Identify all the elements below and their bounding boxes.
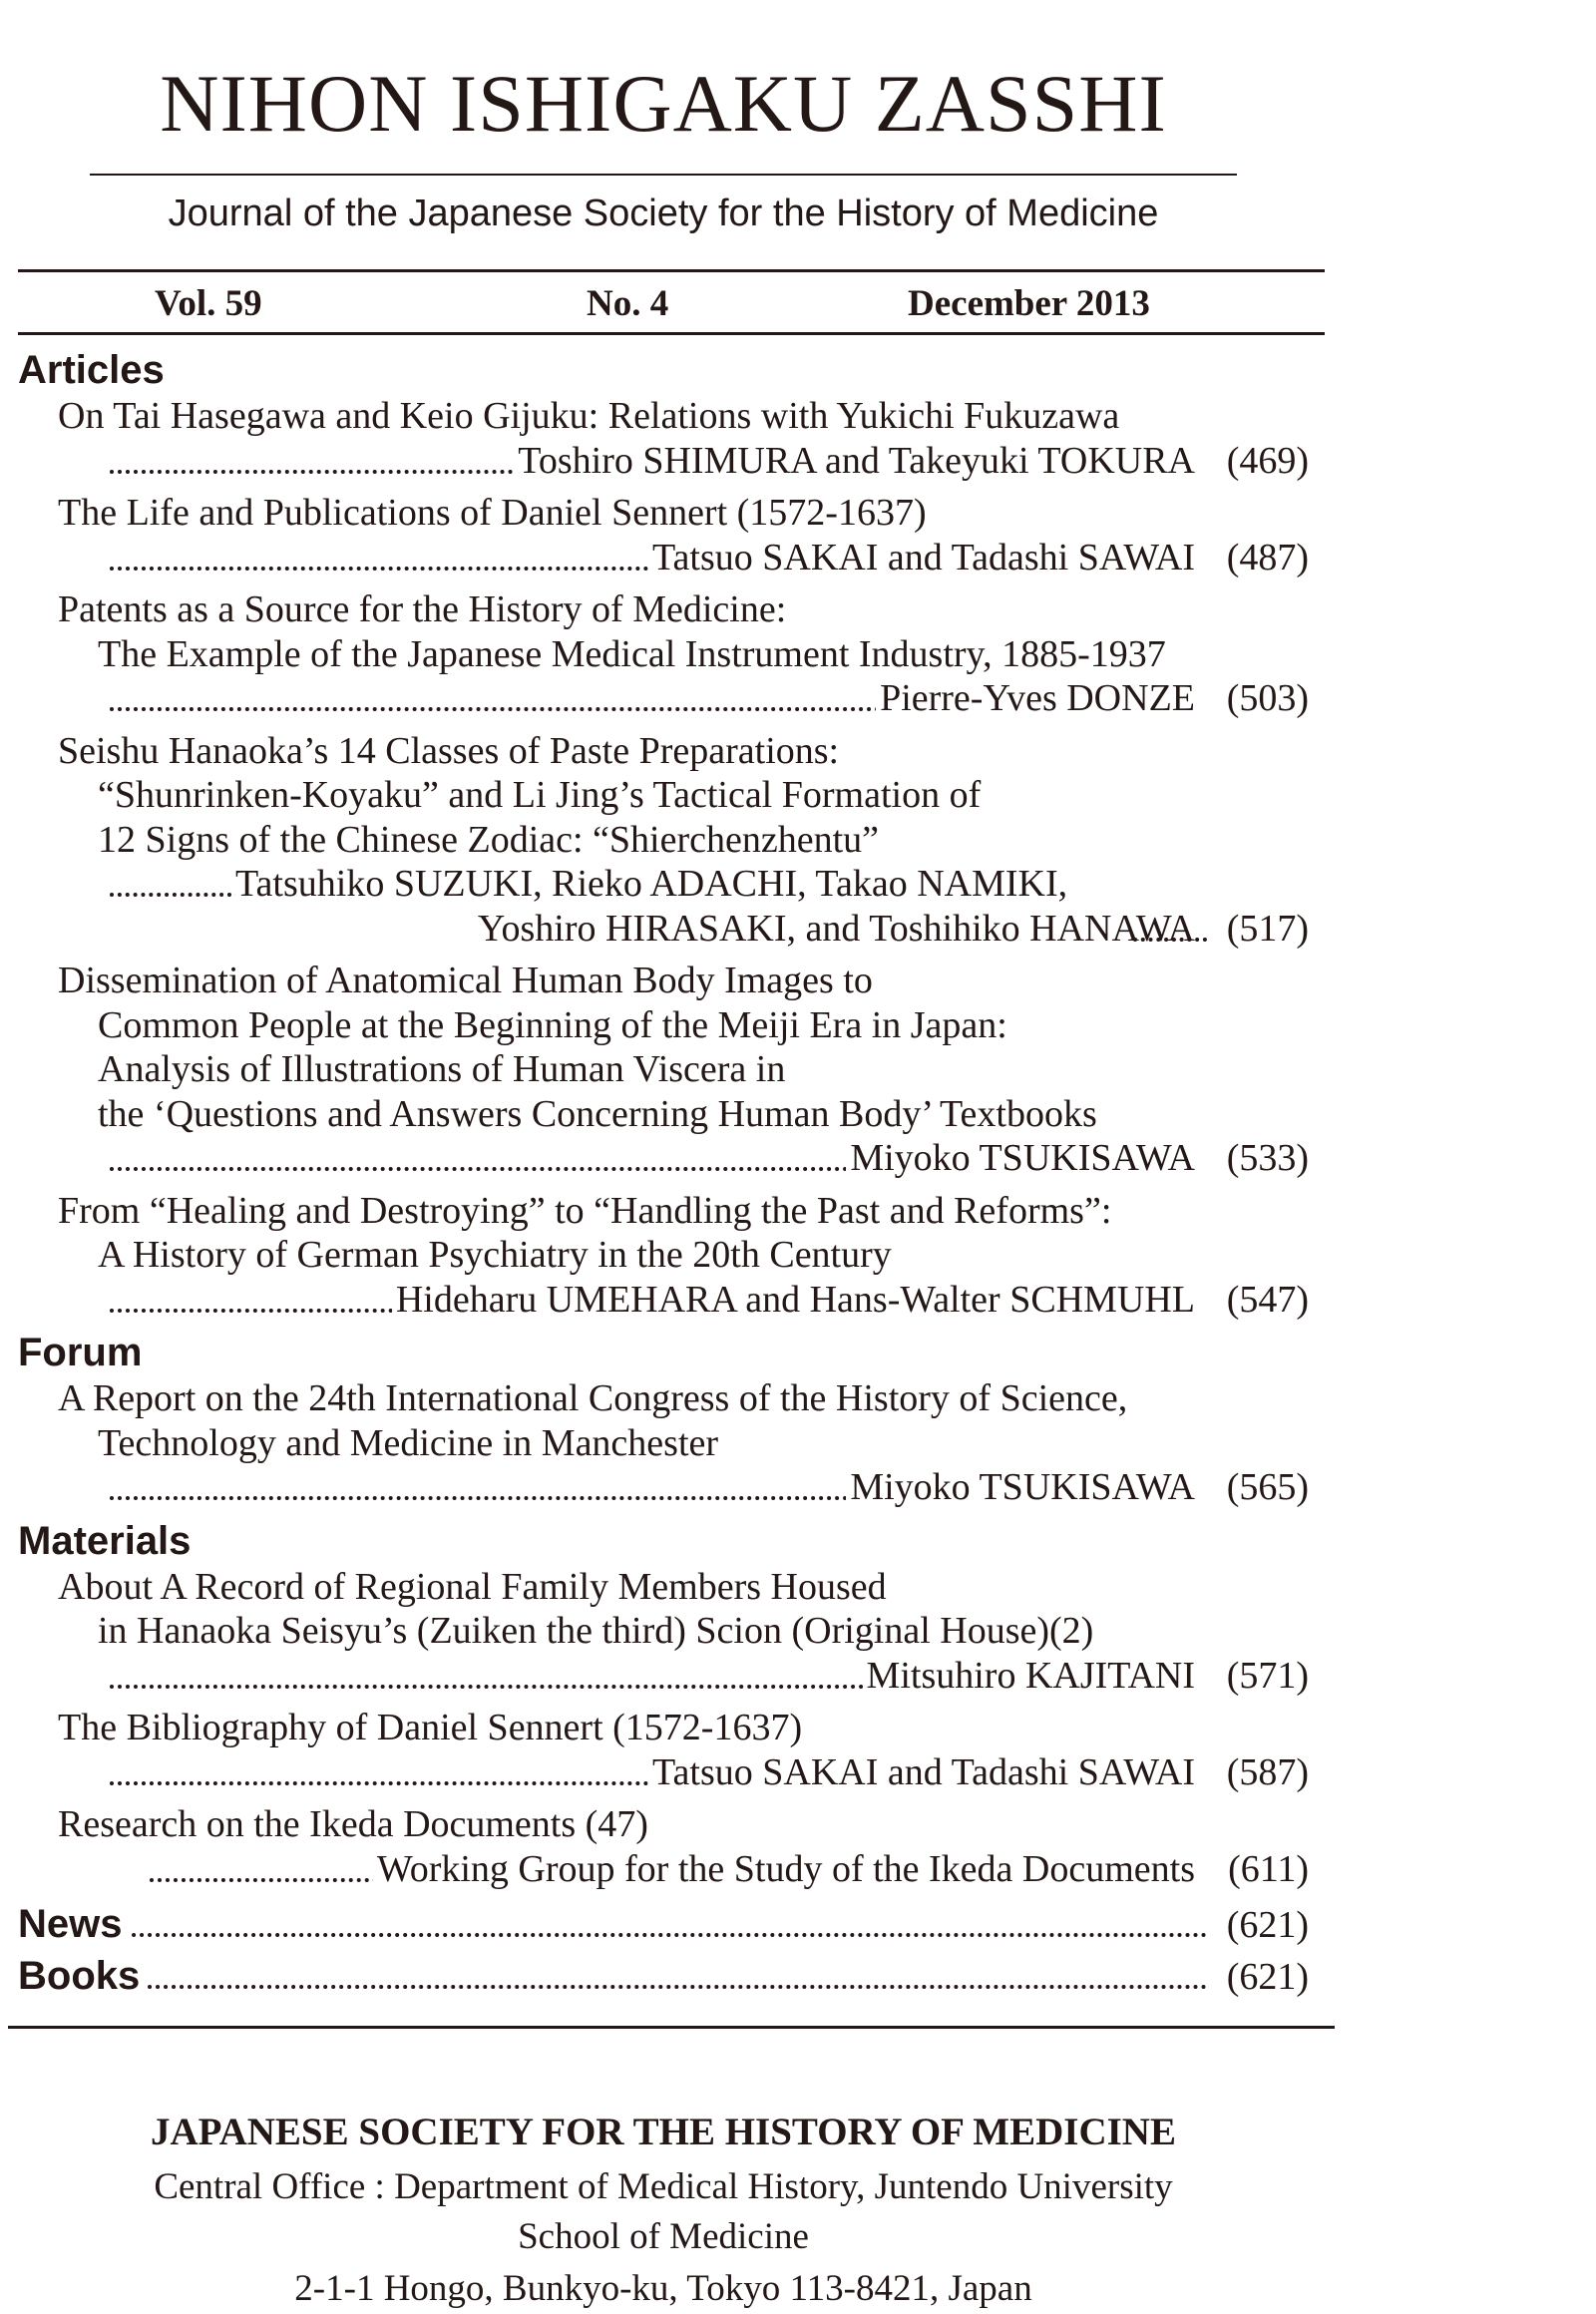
entry-authors: Toshiro SHIMURA and Takeyuki TOKURA [514, 439, 1207, 484]
entry-page: (487) [1226, 536, 1309, 578]
entry-title-line: “Shunrinken-Koyaku” and Li Jing’s Tactical Formation of [98, 774, 982, 816]
entry-author-line [0, 1465, 1327, 1510]
society-name: JAPANESE SOCIETY FOR THE HISTORY OF MEDICINE [151, 2111, 1176, 2153]
school-name: School of Medicine [518, 2216, 809, 2257]
postal-address: 2-1-1 Hongo, Bunkyo-ku, Tokyo 113-8421, Japan [294, 2268, 1032, 2309]
entry-title-line: The Bibliography of Daniel Sennert (1572-1637) [58, 1707, 803, 1748]
toc-entry[interactable] [0, 1565, 1327, 1707]
dot-leader [20, 1985, 1207, 1989]
title-rule [90, 174, 1237, 176]
entry-title-line: The Life and Publications of Daniel Sennert (1572-1637) [58, 492, 927, 534]
journal-subtitle: Journal of the Japanese Society for the History of Medicine [168, 193, 1159, 234]
entry-author-line [0, 1136, 1327, 1181]
entry-title-line: 12 Signs of the Chinese Zodiac: “Shierchenzhentu” [98, 818, 880, 861]
entry-authors: Tatsuo SAKAI and Tadashi SAWAI [648, 536, 1207, 580]
section-heading-materials: Materials [18, 1518, 192, 1563]
entry-author-line [0, 676, 1327, 721]
entry-authors: Tatsuhiko SUZUKI, Rieko ADACHI, Takao NAMIKI, [235, 863, 1068, 905]
entry-title-line: A Report on the 24th International Congress of the History of Science, [58, 1377, 1128, 1419]
toc-entry[interactable] [0, 1706, 1327, 1802]
central-office: Central Office : Department of Medical History, Juntendo University [154, 2166, 1173, 2207]
entry-author-line [0, 1750, 1327, 1795]
entry-author-line [0, 439, 1327, 484]
entry-title-line: Technology and Medicine in Manchester [98, 1421, 719, 1464]
entry-page: (571) [1226, 1654, 1309, 1697]
toc-entry[interactable] [0, 1376, 1327, 1518]
entry-page: (587) [1226, 1750, 1309, 1793]
entry-title-line: in Hanaoka Seisyu’s (Zuiken the third) Scion (Original House)(2) [98, 1610, 1094, 1652]
entry-authors: Tatsuo SAKAI and Tadashi SAWAI [648, 1750, 1207, 1795]
entry-title-line: the ‘Questions and Answers Concerning Human Body’ Textbooks [98, 1092, 1097, 1135]
toc-entry[interactable] [0, 1189, 1327, 1331]
entry-page: (611) [1228, 1847, 1309, 1890]
toc-entry[interactable] [0, 394, 1327, 491]
entry-title-line: Seishu Hanaoka’s 14 Classes of Paste Preparations: [58, 729, 840, 772]
dot-leader [1133, 938, 1207, 942]
entry-page: (565) [1226, 1466, 1309, 1508]
toc-entry[interactable] [0, 729, 1327, 960]
entry-authors: Miyoko TSUKISAWA [846, 1465, 1207, 1510]
toc-bottom-rule [8, 2026, 1335, 2029]
dot-leader [20, 1933, 1207, 1937]
issue-top-rule [18, 269, 1325, 272]
entry-authors: Mitsuhiro KAJITANI [863, 1654, 1207, 1699]
toc-entry[interactable] [0, 587, 1327, 729]
section-heading-forum: Forum [18, 1331, 143, 1374]
entry-title-line: The Example of the Japanese Medical Instrument Industry, 1885-1937 [98, 632, 1166, 675]
table-of-contents [0, 347, 1327, 2003]
entry-title-line: Analysis of Illustrations of Human Viscera in [98, 1048, 786, 1090]
section-heading-articles: Articles [18, 348, 165, 392]
entry-title-line: Dissemination of Anatomical Human Body Images to [58, 960, 873, 1001]
entry-authors: Pierre-Yves DONZE [876, 676, 1207, 721]
entry-page: (503) [1226, 677, 1309, 719]
entry-author-line [0, 536, 1327, 580]
entry-title-line: Research on the Ikeda Documents (47) [58, 1803, 648, 1845]
entry-author-line [0, 1847, 1327, 1892]
entry-title-line: A History of German Psychiatry in the 20th Century [98, 1234, 892, 1276]
dot-leader [110, 893, 239, 897]
volume-label: Vol. 59 [155, 283, 262, 324]
entry-author-line [0, 1278, 1327, 1323]
entry-author-line [0, 1654, 1327, 1699]
entry-page: (517) [1226, 907, 1309, 950]
entry-authors: Working Group for the Study of the Ikeda Documents [373, 1847, 1207, 1892]
entry-title-line: Common People at the Beginning of the Meiji Era in Japan: [98, 1003, 1007, 1046]
entry-title-line: Patents as a Source for the History of Medicine: [58, 588, 787, 630]
entry-authors: Yoshiro HIRASAKI, and Toshihiko HANAWA [477, 907, 1195, 950]
entry-page: (469) [1226, 439, 1309, 482]
toc-entry[interactable] [0, 491, 1327, 587]
news-page: (621) [1226, 1904, 1309, 1946]
entry-author-line [0, 907, 1327, 952]
entry-title-line: On Tai Hasegawa and Keio Gijuku: Relations with Yukichi Fukuzawa [58, 395, 1120, 437]
issue-number: No. 4 [587, 283, 669, 324]
journal-title: NIHON ISHIGAKU ZASSHI [160, 58, 1167, 149]
toc-entry[interactable] [0, 1802, 1327, 1899]
entry-title-line: From “Healing and Destroying” to “Handling the Past and Reforms”: [58, 1189, 1112, 1232]
issue-date: December 2013 [908, 283, 1150, 324]
toc-entry[interactable] [0, 959, 1327, 1189]
entry-authors: Miyoko TSUKISAWA [846, 1136, 1207, 1181]
books-label: Books [18, 1953, 146, 2000]
books-page: (621) [1226, 1956, 1309, 1998]
news-label: News [18, 1901, 129, 1948]
entry-authors: Hideharu UMEHARA and Hans-Walter SCHMUHL [392, 1278, 1207, 1323]
toc-entry-news[interactable] [0, 1899, 1327, 1951]
entry-page: (533) [1226, 1137, 1309, 1179]
issue-bottom-rule [18, 332, 1325, 335]
entry-author-line [0, 862, 1327, 907]
entry-title-line: About A Record of Regional Family Members Housed [58, 1565, 887, 1608]
entry-page: (547) [1226, 1278, 1309, 1321]
toc-entry-books[interactable] [0, 1951, 1327, 2003]
